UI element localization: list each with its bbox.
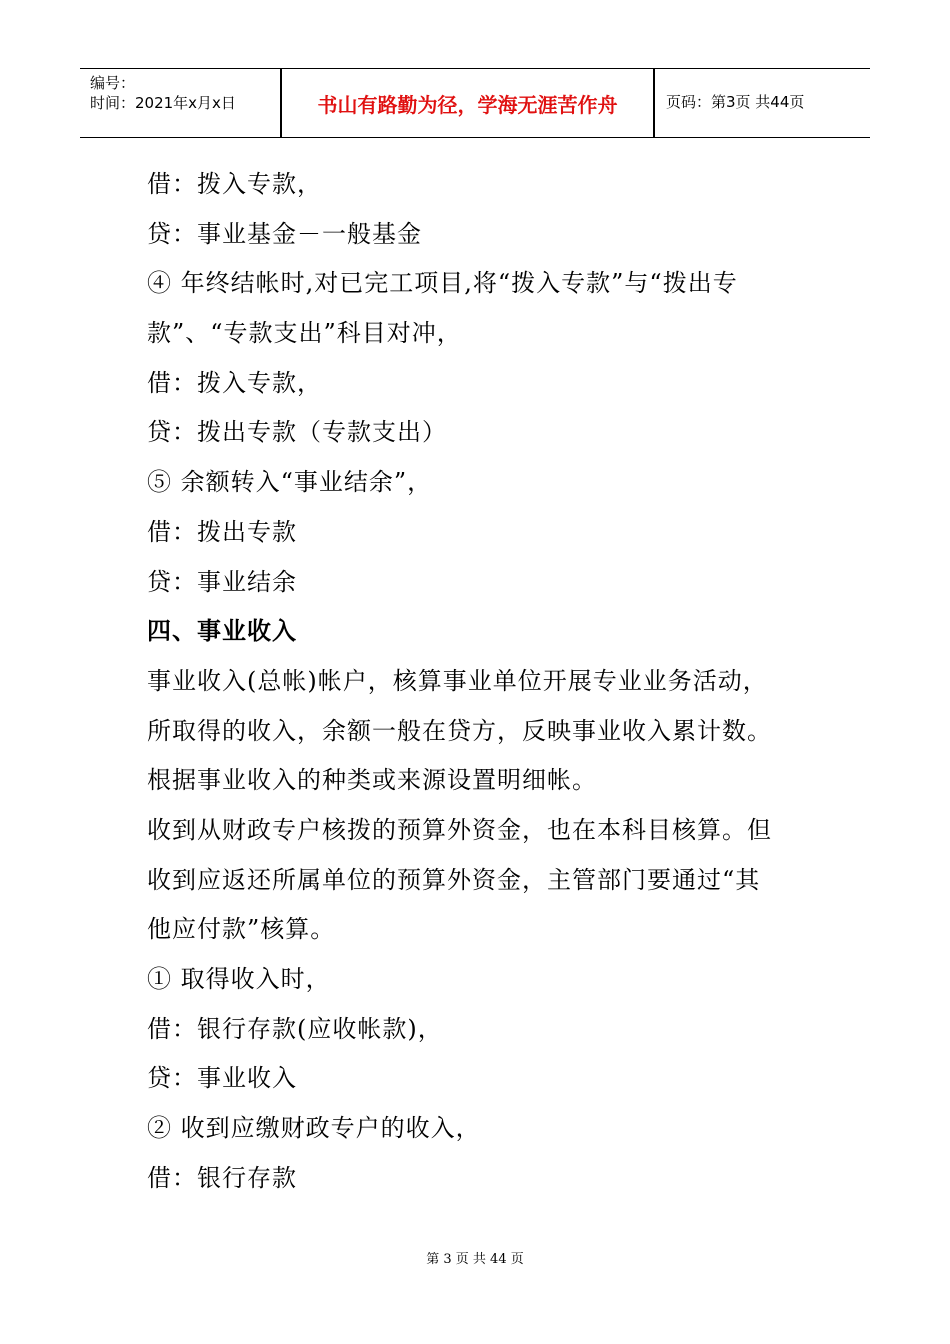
- text-line: 借：银行存款: [147, 1163, 297, 1192]
- text-line: 贷：事业收入: [147, 1064, 297, 1093]
- document-body: [147, 160, 807, 1203]
- text-line: 贷：事业基金－一般基金: [147, 219, 422, 248]
- text-line: 借：拨出专款: [147, 517, 297, 546]
- text-line: 事业收入(总帐)帐户，核算事业单位开展专业业务活动，: [147, 666, 768, 695]
- header-motto: 书山有路勤为径，学海无涯苦作舟: [317, 92, 618, 117]
- section-heading: 四、事业收入: [147, 617, 297, 646]
- text-line: 根据事业收入的种类或来源设置明细帐。: [147, 766, 597, 795]
- text-line: 借：拨入专款，: [147, 368, 322, 397]
- text-line: 贷：事业结余: [147, 567, 297, 596]
- text-line: 收到从财政专户核拨的预算外资金，也在本科目核算。但: [147, 815, 772, 844]
- page-header: [80, 68, 870, 138]
- text-line: 他应付款”核算。: [147, 915, 336, 944]
- text-line: ① 取得收入时，: [147, 965, 331, 993]
- time-label: 时间：2021年x月x日: [90, 94, 236, 112]
- text-line: 收到应返还所属单位的预算外资金，主管部门要通过“其: [147, 865, 761, 894]
- text-line: 所取得的收入，余额一般在贷方，反映事业收入累计数。: [147, 716, 772, 745]
- text-line: 贷：拨出专款（专款支出）: [147, 418, 447, 447]
- text-line: 借：银行存款(应收帐款)，: [147, 1014, 443, 1043]
- text-line: ② 收到应缴财政专户的收入，: [147, 1114, 481, 1143]
- header-page-info: 页码：第3页 共44页: [666, 93, 805, 111]
- page-footer: 第 3 页 共 44 页: [426, 1252, 524, 1267]
- text-line: ④ 年终结帐时,对已完工项目,将“拨入专款”与“拨出专: [147, 269, 738, 298]
- text-line: ⑤ 余额转入“事业结余”，: [147, 468, 433, 497]
- text-line: 借：拨入专款，: [147, 170, 322, 198]
- header-meta: [90, 73, 236, 113]
- text-line: 款”、“专款支出”科目对冲，: [147, 319, 462, 348]
- header-divider: [653, 69, 655, 137]
- number-label: 编号：: [90, 74, 136, 92]
